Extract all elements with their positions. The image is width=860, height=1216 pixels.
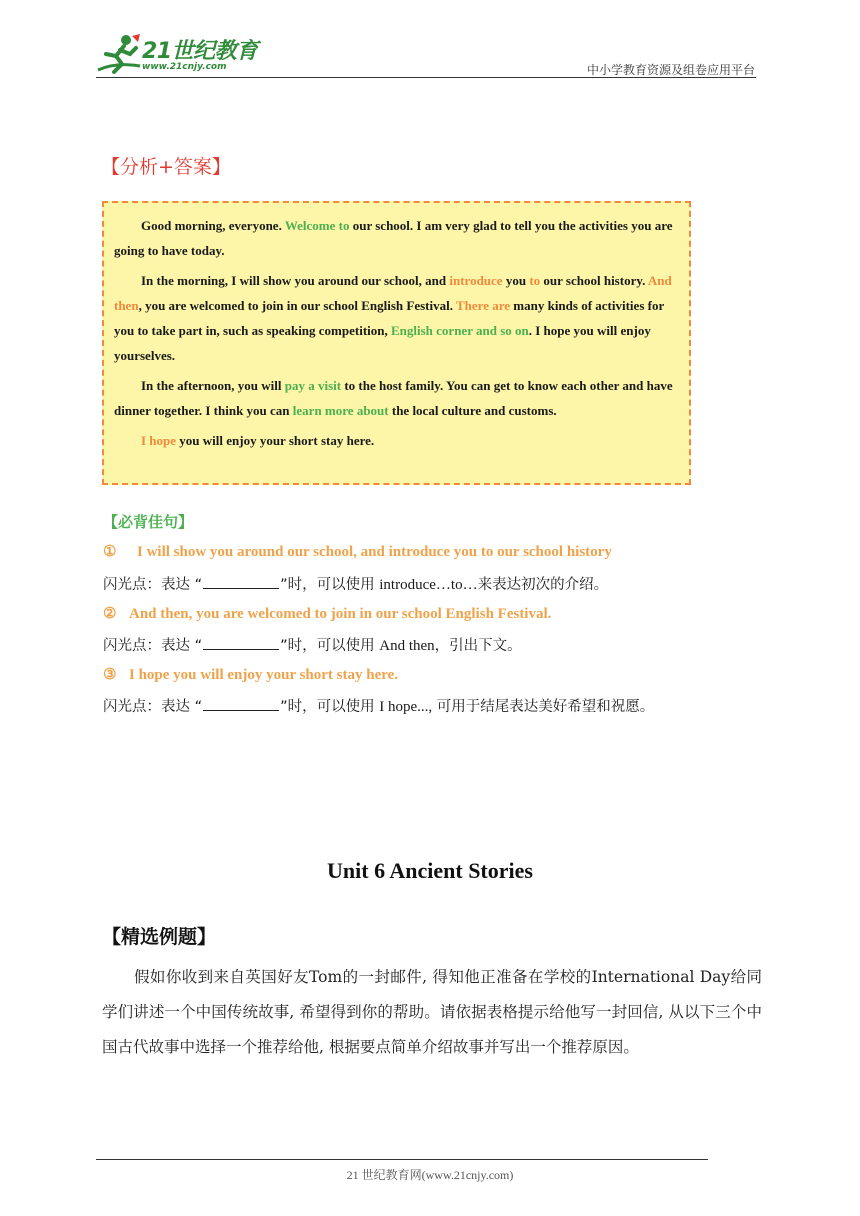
essay-paragraph-2 <box>114 268 680 368</box>
essay-text-run: you will enjoy your short stay here. <box>176 433 375 448</box>
essay-paragraph-3 <box>114 373 680 423</box>
key-sentence-3 <box>103 665 398 684</box>
highlighted-phrase: And then <box>114 273 672 313</box>
flash-mid: ”时，可以使用 <box>280 577 380 593</box>
item-number: ② <box>103 606 117 622</box>
highlighted-phrase: Welcome to <box>284 218 350 233</box>
essay-text-run: In the morning, I will show you around our school, and <box>141 273 450 288</box>
item-number: ③ <box>103 667 117 683</box>
task-description: 假如你收到来自英国好友Tom的一封邮件, 得知他正准备在学校的International Day给同学们讲述一个中国传统故事, 希望得到你的帮助。请依据表格提示给他写一封回信, 从以下三个中国古代故事中选择一个推荐给他, 根据要点简单介绍故事并写出一个推荐原因。 <box>102 968 762 1056</box>
logo-url: www.21cnjy.com <box>142 62 227 72</box>
answer-blank <box>203 574 279 589</box>
highlighted-phrase: learn more about <box>292 403 389 418</box>
flash-prefix: 闪光点：表达 “ <box>103 577 203 593</box>
flash-mid: ”时，可以使用 <box>280 699 380 715</box>
essay-text-run: , you are welcomed to join in our school English Festival. <box>138 298 456 313</box>
flash-prefix: 闪光点：表达 “ <box>103 699 203 715</box>
essay-text-run: . I hope you will enjoy yourselves. <box>114 323 651 363</box>
footer-divider <box>96 1159 708 1160</box>
flash-point-1 <box>103 573 608 594</box>
highlighted-phrase: to <box>529 273 541 288</box>
logo-text: 21世纪教育 <box>142 39 258 64</box>
flash-phrase: introduce…to… <box>379 577 478 593</box>
model-essay-box <box>102 201 691 485</box>
essay-text-run: our school. I am very glad to tell you the activities you are going to have today. <box>114 218 673 258</box>
flash-phrase: I hope..., <box>379 699 433 715</box>
highlighted-phrase: introduce <box>449 273 503 288</box>
essay-text-run: to the host family. You can get to know each other and have dinner together. I think you can <box>114 378 673 418</box>
essay-paragraph-1 <box>114 213 680 263</box>
flash-suffix: 可用于结尾表达美好希望和祝愿。 <box>432 699 655 715</box>
essay-text-run: you <box>502 273 530 288</box>
key-sentence-text: I hope you will enjoy your short stay here. <box>129 667 399 683</box>
flash-phrase: And then <box>379 638 435 654</box>
item-number: ① <box>103 544 117 560</box>
key-sentence-text: I will show you around our school, and introduce you to our school history <box>137 544 612 560</box>
flash-mid: ”时，可以使用 <box>280 638 380 654</box>
flash-suffix: 来表达初次的介绍。 <box>477 577 609 593</box>
highlighted-phrase: I hope <box>141 433 177 448</box>
essay-text-run: Good morning, everyone. <box>141 218 285 233</box>
flash-point-2 <box>103 634 522 655</box>
header-platform-name: 中小学教育资源及组卷应用平台 <box>586 63 755 77</box>
example-heading: 【精选例题】 <box>102 926 217 948</box>
answer-blank <box>203 635 279 650</box>
highlighted-phrase: pay a visit <box>284 378 342 393</box>
key-sentence-1 <box>103 542 612 561</box>
key-sentence-2 <box>103 604 551 623</box>
essay-text-run: many kinds of activities for you to take part in, such as speaking competition, <box>114 298 664 338</box>
unit-title: Unit 6 Ancient Stories <box>327 858 533 883</box>
highlighted-phrase: There are <box>456 298 511 313</box>
highlighted-phrase: English corner and so on <box>391 323 529 338</box>
footer-source: 21 世纪教育网(www.21cnjy.com) <box>346 1168 514 1182</box>
essay-paragraph-4 <box>114 428 680 453</box>
key-sentences-heading: 【必背佳句】 <box>103 513 194 531</box>
key-sentence-text: And then, you are welcomed to join in our school English Festival. <box>129 606 552 622</box>
flash-suffix: ，引出下文。 <box>434 638 522 654</box>
analysis-heading: 【分析+答案】 <box>101 156 231 178</box>
flash-prefix: 闪光点：表达 “ <box>103 638 203 654</box>
essay-text-run: In the afternoon, you will <box>141 378 285 393</box>
flash-point-3 <box>103 695 654 716</box>
answer-blank <box>203 696 279 711</box>
runner-icon <box>96 32 142 76</box>
essay-text-run: our school history. <box>540 273 648 288</box>
site-logo <box>96 32 286 76</box>
header-divider <box>96 77 756 78</box>
essay-text-run: the local culture and customs. <box>388 403 557 418</box>
